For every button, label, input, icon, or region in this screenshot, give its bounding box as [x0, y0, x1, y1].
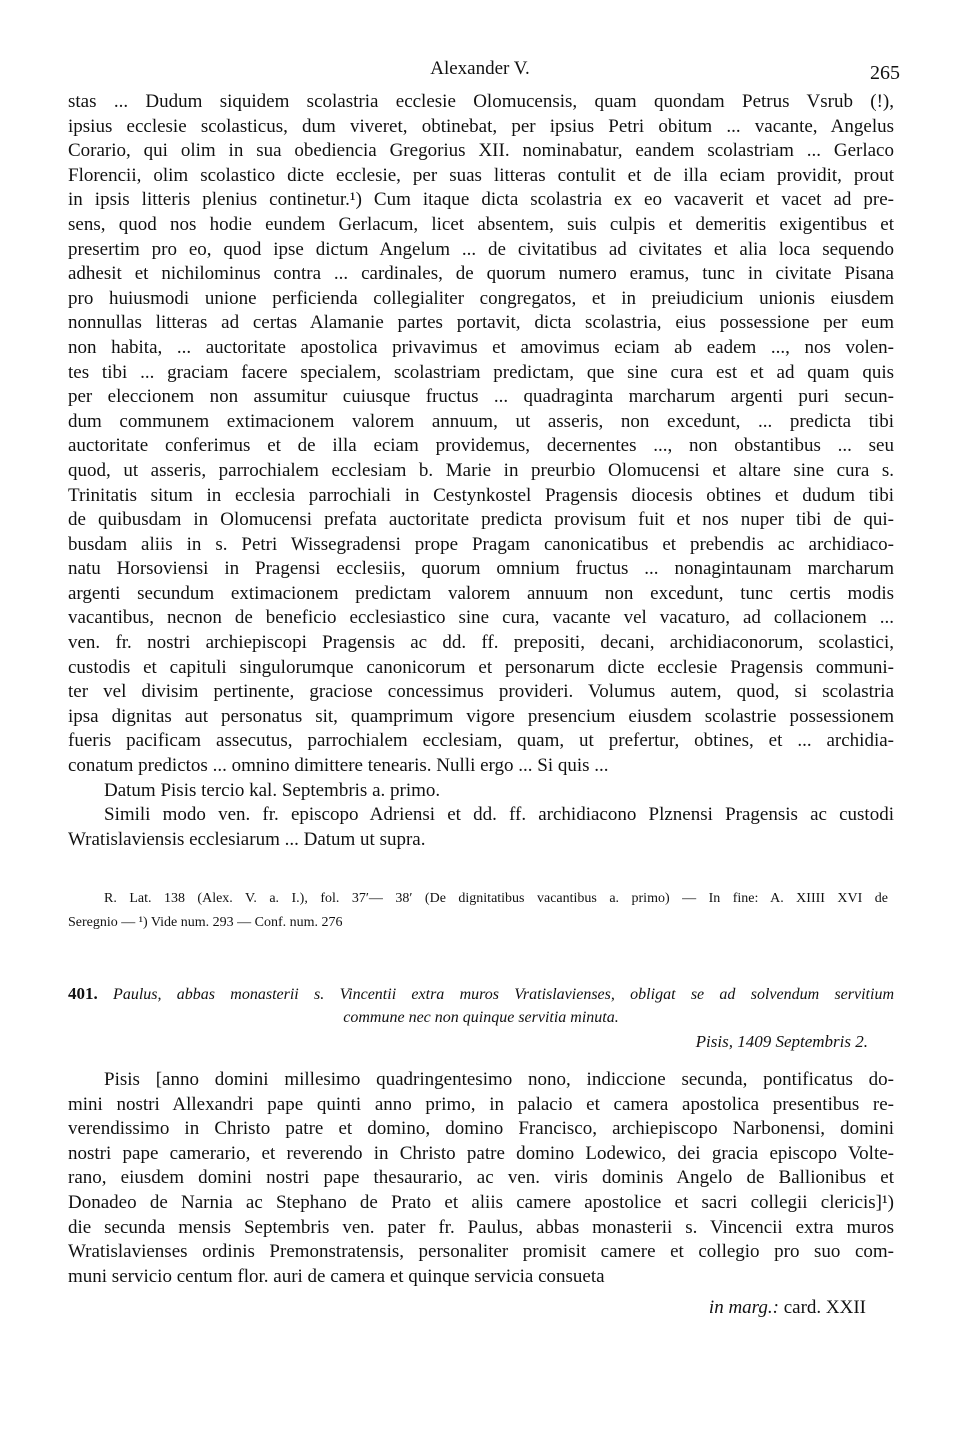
text-line: rano, eiusdem domini nostri pape thesaurario, ac ven. viris dominis Angelo de Ballionibus et [68, 1167, 894, 1189]
text-line: stas ... Dudum siquidem scolastria ecclesie Olomucensis, quam quondam Petrus Vsrub (!), [68, 91, 894, 112]
place-date: Pisis, 1409 Septembris 2. [695, 1032, 868, 1051]
marginal-prefix: in marg.: [708, 1297, 779, 1318]
text-line: argenti secundum extimacionem predictam valorem annuum non excedunt, tunc certis modis [68, 582, 894, 604]
text-line: nonnullas litteras ad certas Alamanie partes portavit, dicta scolastria, eius possessione per eum [68, 312, 894, 334]
text-line: in ipsis litteris plenius continetur.¹) Cum itaque dicta scolastria ex eo vacaverit et vacet ad pre- [68, 189, 894, 211]
text-line: vacantibus, necnon de beneficio ecclesiastico sine cura, vacante vel vacaturo, ad collacionem ... [68, 607, 894, 629]
text-line: natu Horsoviensi in Pragensi ecclesiis, quorum omnium fructus ... nonagintaunam marcharum [68, 558, 894, 580]
text-line: sens, quod nos hodie eundem Gerlacum, licet absentem, suis culpis et demeritis exigentibus et [68, 213, 894, 235]
text-line: verendissimo in Christo patre et domino, domino Francisco, archiepiscopo Narbonensi, domini [68, 1118, 894, 1140]
text-line: per eleccionem non assumitur cuiusque fructus ... quadraginta marcharum argenti puri secun- [68, 386, 894, 408]
text-line: custodis et capituli singulorumque canonicorum et personarum dicte ecclesie Pragensis communi- [68, 656, 894, 678]
running-title: Alexander V. [430, 58, 530, 79]
text-line: dum communem extimacionem valorem annuum, ut asseris, non excedunt, ... predicta tibi [68, 410, 894, 432]
text-line: tes tibi ... graciam facere specialem, scolastriam predictam, que sine cura est et ad quam quis [68, 361, 894, 383]
text-line: mini nostri Allexandri pape quinti anno primo, in palacio et camera apostolica presentibus re- [68, 1093, 894, 1115]
text-line: pro huiusmodi unione perficienda collegialiter congregatos, et in preiudicium unionis eiusdem [68, 287, 894, 309]
note-line: R. Lat. 138 (Alex. V. a. I.), fol. 37′— 38′ (De dignitatibus vacantibus a. primo) — In fine: A. XIIII XVI de [104, 891, 888, 906]
entry-number: 401. [68, 984, 98, 1003]
text-line: Donadeo de Narnia ac Stephano de Prato et aliis camere apostolice et sacri collegii clericis]¹) [68, 1191, 894, 1213]
text-line: de quibusdam in Olomucensi prefata auctoritate predicta provisum fuit et nos nuper tibi de qui- [68, 509, 894, 531]
text-line: adhesit et nichilominus contra ... cardinales, de quorum numero eramus, tunc in civitate Pisana [68, 263, 894, 285]
text-line: non habita, ... auctoritate apostolica privavimus et amovimus eciam ab eadem ..., nos volen- [68, 336, 894, 358]
simili-line: Wratislaviensis ecclesiarum ... Datum ut supra. [68, 828, 426, 850]
entry-heading [68, 982, 894, 1054]
text-line: ipsius ecclesie scolasticus, dum viveret, obtinebat, per ipsius Petri obitum ... vacante, Angelus [68, 115, 894, 137]
text-line: quod, ut asseris, parrochialem ecclesiam b. Marie in preurbio Olomucensi et altare sine cura s. [68, 459, 894, 481]
text-line: muni servicio centum flor. auri de camera et quinque servicia consueta [68, 1265, 605, 1287]
main-text [68, 90, 894, 852]
text-line: Corario, qui olim in sua obediencia Gregorius XII. nominabatur, eandem scolastriam ... Gerlaco [68, 140, 894, 162]
text-line: ven. fr. nostri archiepiscopi Pragensis ac dd. ff. prepositi, decani, archidiaconorum, scolastici, [68, 632, 894, 654]
heading-line-2: commune nec non quinque servitia minuta. [343, 1009, 619, 1026]
heading-line-1 [68, 982, 894, 1006]
text-line: Florencii, olim scolastico dicte ecclesie, per suas litteras contulit et de illa eciam providit, prout [68, 164, 894, 186]
text-line: fueris pacificam assecutus, parrochialem ecclesiam, quam, ut prefertur, obtines, et ... archidia- [68, 730, 894, 752]
text-line: busdam aliis in s. Petri Wissegradensi prope Pragam canonicatibus et prebendis ac archidiaco- [68, 533, 894, 555]
note-line: Seregnio — ¹) Vide num. 293 — Conf. num. 276 [68, 915, 343, 930]
text-line: conatum predictos ... omnino dimittere tenearis. Nulli ergo ... Si quis ... [68, 755, 609, 777]
text-line: Trinitatis situm in ecclesia parrochiali in Cestynkostel Pragensis diocesis obtines et dudum tibi [68, 484, 894, 506]
text-line: ipsa dignitas aut personatus sit, quamprimum vigore presencium eiusdem scolastrie possessionem [68, 705, 894, 727]
marginal-note [560, 1297, 866, 1319]
text-line: die secunda mensis Septembris ven. pater fr. Paulus, abbas monasterii s. Vincencii extra muros [68, 1216, 894, 1238]
simili-line: Simili modo ven. fr. episcopo Adriensi et dd. ff. archidiacono Plznensi Pragensis ac custodi [104, 804, 894, 826]
marginal-text: card. XXII [778, 1297, 866, 1318]
page-number: 265 [870, 62, 900, 84]
heading-text: Paulus, abbas monasterii s. Vincentii extra muros Vratislavienses, obligat se ad solvendum servitium [113, 986, 894, 1003]
text-line: presertim pro eo, quod ipse dictum Angelum ... de civitatibus ad civitates et alia loca sequendo [68, 238, 894, 260]
text-line: auctoritate conferimus et de illa eciam providemus, decernentes ..., non obstantibus ... seu [68, 435, 894, 457]
source-note [68, 887, 888, 935]
text-line: ter vel divisim pertinente, graciose concessimus provideri. Volumus autem, quod, si scolastria [68, 681, 894, 703]
text-line: Pisis [anno domini millesimo quadringentesimo nono, indiccione secunda, pontificatus do- [104, 1069, 894, 1090]
document-text [68, 1068, 894, 1289]
text-line: Wratislavienses ordinis Premonstratensis, personaliter promisit camere et collegio pro suo com- [68, 1241, 894, 1263]
text-line: nostri pape camerario, et reverendo in Christo patre domino Lodewico, dei gracia episcopo Volte- [68, 1142, 894, 1164]
datum-line: Datum Pisis tercio kal. Septembris a. primo. [104, 779, 441, 801]
